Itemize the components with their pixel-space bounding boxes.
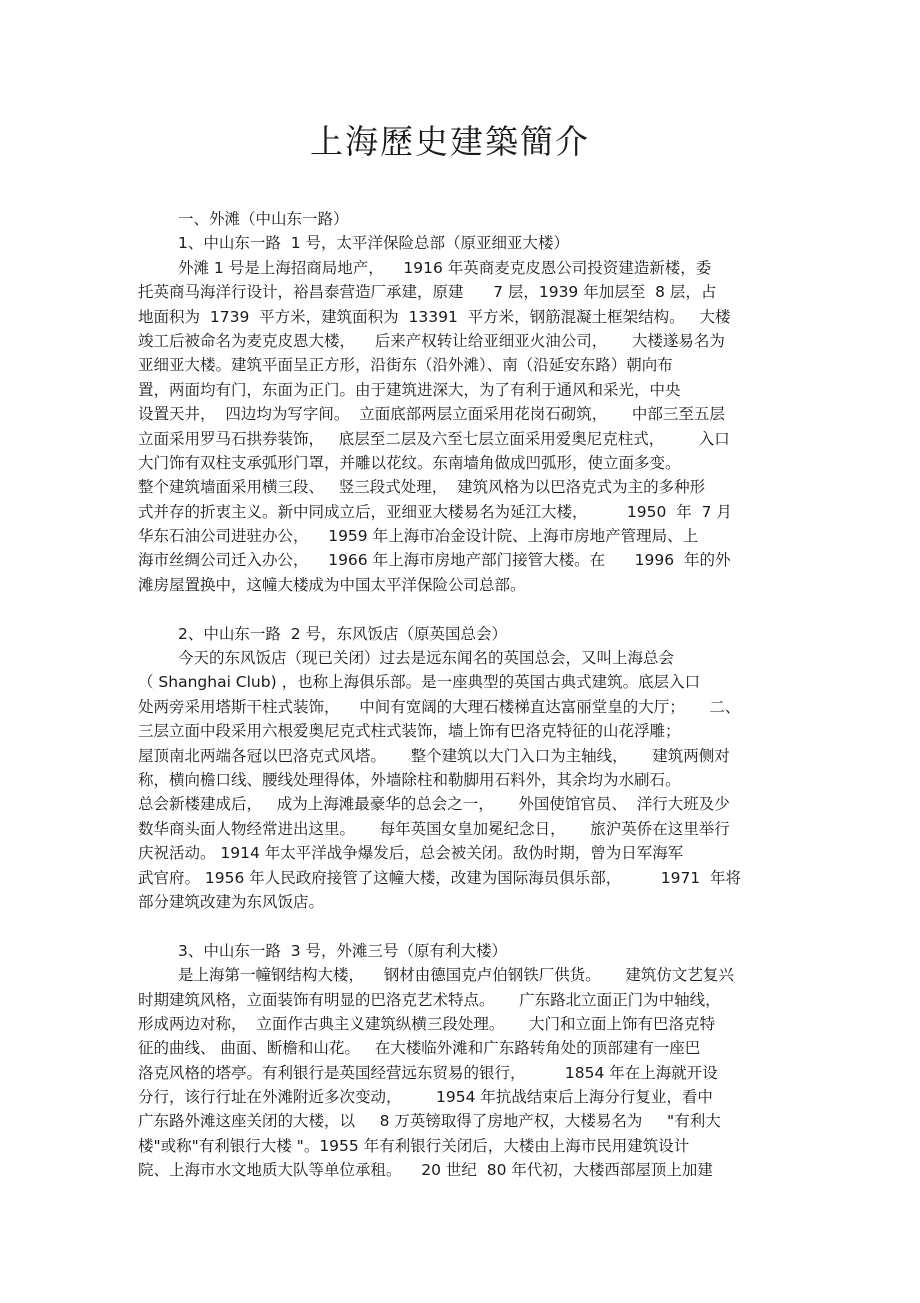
paragraph-line: 亚细亚大楼。建筑平面呈正方形，沿街东（沿外滩）、南（沿延安东路）朝向布 (138, 356, 673, 375)
paragraph-line: 式并存的折衷主义。新中同成立后，亚细亚大楼易名为延江大楼， 1950 年 7 月 (138, 502, 732, 521)
paragraph-line: 时期建筑风格，立面装饰有明显的巴洛克艺术特点。 广东路北立面正门为中轴线， (138, 990, 721, 1009)
paragraph-line: 设置天井， 四边均为写字间。 立面底部两层立面采用花岗石砌筑， 中部三至五层 (138, 405, 725, 424)
paragraph-line: 形成两边对称， 立面作古典主义建筑纵横三段处理。 大门和立面上饰有巴洛克特 (138, 1014, 715, 1033)
paragraph-line: 整个建筑墙面采用横三段、 竖三段式处理， 建筑风格为以巴洛克式为主的多种形 (138, 478, 706, 497)
section-heading: 一、外滩（中山东一路） (178, 210, 349, 228)
paragraph-line: 院、上海市水文地质大队等单位承租。 20 世纪 80 年代初，大楼西部屋顶上加建 (138, 1161, 713, 1180)
section-spacer (138, 597, 788, 621)
paragraph-line: 三层立面中段采用六根爱奥尼克式柱式装饰，墙上饰有巴洛克特征的山花浮雕； (138, 722, 681, 741)
paragraph-line: 处两旁采用塔斯干柱式装饰， 中间有宽阔的大理石楼梯直达富丽堂皇的大厅； 二、 (138, 697, 741, 716)
entry-3 (138, 939, 788, 1183)
entry-heading: 2、中山东一路 2 号，东风饭店（原英国总会） (178, 624, 508, 643)
paragraph-line: 地面积为 1739 平方米，建筑面积为 13391 平方米，钢筋混凝土框架结构。 大楼 (138, 307, 731, 326)
paragraph-line: （ Shanghai Club) ，也称上海俱乐部。是一座典型的英国古典式建筑。底层入口 (138, 673, 701, 692)
entry-heading: 1、中山东一路 1 号，太平洋保险总部（原亚细亚大楼） (178, 234, 570, 253)
page-title: 上海歷史建築簡介 (310, 122, 590, 161)
paragraph-line: 部分建筑改建为东风饭店。 (138, 892, 325, 911)
paragraph-line: 外滩 1 号是上海招商局地产， 1916 年英商麦克皮恩公司投资建造新楼，委 (178, 258, 712, 277)
document-body (138, 207, 788, 1183)
paragraph-line: 总会新楼建成后， 成为上海滩最豪华的总会之一， 外国使馆官员、 洋行大班及少 (138, 795, 730, 814)
entry-2 (138, 622, 788, 915)
paragraph-line: 洛克风格的塔亭。有利银行是英国经营远东贸易的银行， 1854 年在上海就开设 (138, 1063, 718, 1082)
paragraph-line: 海市丝绸公司迁入办公， 1966 年上海市房地产部门接管大楼。在 1996 年的外 (138, 551, 731, 570)
paragraph-line: 竣工后被命名为麦克皮恩大楼， 后来产权转让给亚细亚火油公司， 大楼遂易名为 (138, 331, 725, 350)
paragraph-line: 置，两面均有门，东面为正门。由于建筑进深大，为了有利于通风和采光，中央 (138, 380, 681, 399)
entry-1 (138, 231, 788, 597)
paragraph-line: 大门饰有双柱支承弧形门罩，并雕以花纹。东南墙角做成凹弧形，使立面多变。 (138, 453, 681, 472)
section-spacer (138, 914, 788, 938)
paragraph-line: 分行，该行行址在外滩附近多次变动， 1954 年抗战结束后上海分行复业，看中 (138, 1088, 713, 1107)
paragraph-line: 托英商马海洋行设计，裕昌泰营造厂承建，原建 7 层，1939 年加层至 8 层，占 (138, 283, 717, 302)
paragraph-line: 称，横向檐口线、腰线处理得体，外墙除柱和勒脚用石料外，其余均为水刷石。 (138, 770, 681, 789)
paragraph-line: 楼"或称"有利银行大楼 "。1955 年有利银行关闭后，大楼由上海市民用建筑设计 (138, 1136, 690, 1155)
paragraph-line: 华东石油公司进驻办公， 1959 年上海市冶金设计院、上海市房地产管理局、上 (138, 527, 699, 546)
paragraph-line: 庆祝活动。 1914 年太平洋战争爆发后，总会被关闭。敌伪时期，曾为日军海军 (138, 844, 684, 863)
paragraph-line: 征的曲线、 曲面、断檐和山花。 在大楼临外滩和广东路转角处的顶部建有一座巴 (138, 1039, 701, 1058)
paragraph-line: 是上海第一幢钢结构大楼， 钢材由德国克卢伯钢铁厂供货。 建筑仿文艺复兴 (178, 966, 734, 985)
paragraph-line: 今天的东风饭店（现已关闭）过去是远东闻名的英国总会，又叫上海总会 (178, 649, 675, 668)
paragraph-line: 数华商头面人物经常进出这里。 每年英国女皇加冕纪念日， 旅沪英侨在这里举行 (138, 819, 730, 838)
paragraph-line: 武官府。 1956 年人民政府接管了这幢大楼，改建为国际海员俱乐部， 1971 年将 (138, 868, 742, 887)
entry-heading: 3、中山东一路 3 号，外滩三号（原有利大楼） (178, 941, 508, 960)
paragraph-line: 屋顶南北两端各冠以巴洛克式风塔。 整个建筑以大门入口为主轴线， 建筑两侧对 (138, 746, 730, 765)
paragraph-line: 立面采用罗马石拱券装饰， 底层至二层及六至七层立面采用爱奥尼克柱式， 入口 (138, 429, 730, 448)
paragraph-line: 滩房屋置换中，这幢大楼成为中国太平洋保险公司总部。 (138, 575, 526, 594)
paragraph-line: 广东路外滩这座关闭的大楼，以 8 万英镑取得了房地产权，大楼易名为 "有利大 (138, 1112, 721, 1131)
